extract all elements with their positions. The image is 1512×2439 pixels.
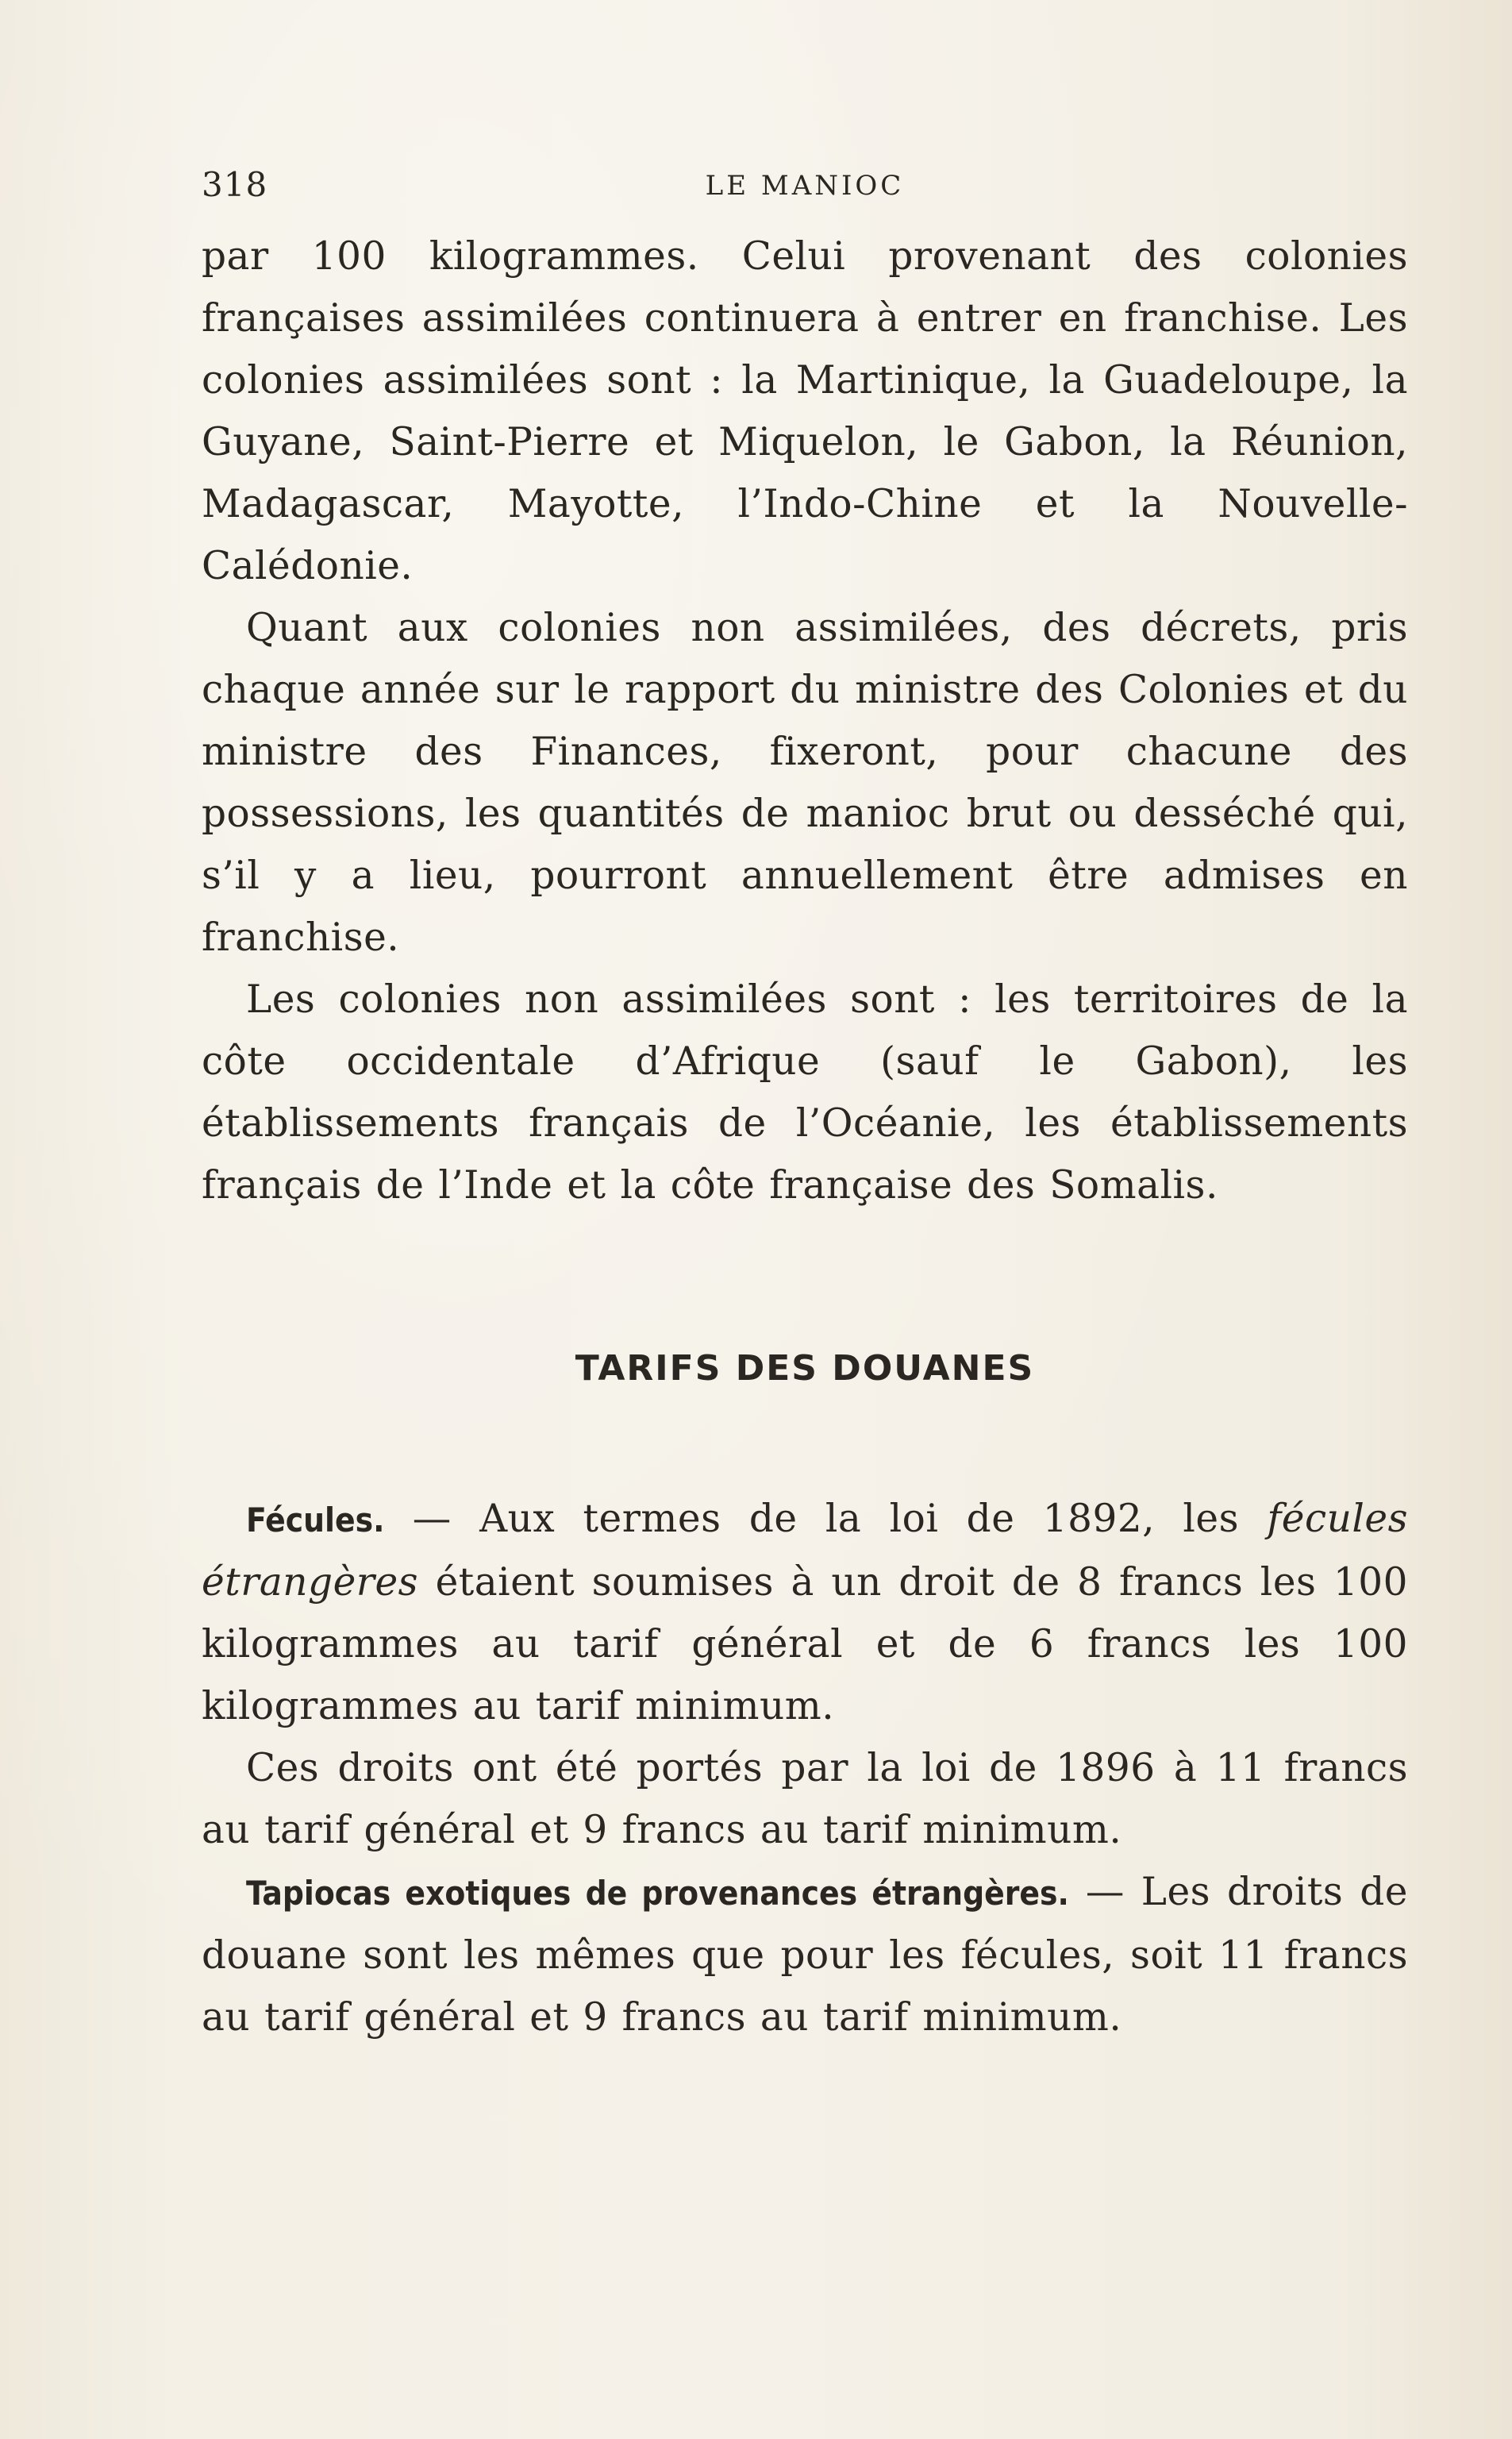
- body-text-top: [202, 225, 1408, 1216]
- fecules-text-a: — Aux termes de la loi de 1892, les: [384, 1497, 1268, 1541]
- page-number: 318: [202, 165, 268, 204]
- paragraph-fecules: [202, 1488, 1408, 1737]
- fecules-text-b: étaient soumises à un droit de 8 francs les 100 kilogrammes au tarif général et de 6 francs les 100 kilogrammes au tarif minimum.: [202, 1560, 1408, 1728]
- paragraph-continued: par 100 kilogrammes. Celui provenant des colonies françaises assimilées continuera à entrer en franchise. Les colonies assimilées sont : la Martinique, la Guadeloupe, la Guyane, Saint-Pierre et Miquelon, le Gabon, la Réunion, Madagascar, Mayotte, l’Indo-Chine et la Nouvelle-Calédonie.: [202, 234, 1408, 588]
- runin-tapiocas: Tapiocas exotiques de provenances étrangères.: [246, 1874, 1069, 1913]
- page-header: [202, 165, 1408, 205]
- paragraph-non-assimilated-decrees: Quant aux colonies non assimilées, des décrets, pris chaque année sur le rapport du ministre des Colonies et du ministre des Finances, fixeront, pour chacune des possessions, les quantités de manioc brut ou desséché qui, s’il y a lieu, pourront annuellement être admises en franchise.: [202, 606, 1408, 960]
- body-text-bottom: [202, 1488, 1408, 2048]
- paragraph-droits-1896: Ces droits ont été portés par la loi de 1896 à 11 francs au tarif général et 9 francs au tarif minimum.: [202, 1746, 1408, 1852]
- running-title: LE MANIOC: [705, 170, 905, 202]
- section-heading: TARIFS DES DOUANES: [575, 1348, 1035, 1389]
- fecules-italic: fécules étrangères: [202, 1497, 1408, 1605]
- paragraph-non-assimilated-list: Les colonies non assimilées sont : les territoires de la côte occidentale d’Afrique (sauf le Gabon), les établissements français de l’Océanie, les établissements français de l’Inde et la côte française des Somalis.: [202, 977, 1408, 1208]
- tapiocas-text: — Les droits de douane sont les mêmes que pour les fécules, soit 11 francs au tarif général et 9 francs au tarif minimum.: [202, 1870, 1408, 2040]
- runin-fecules: Fécules.: [246, 1501, 385, 1539]
- paragraph-tapiocas: [202, 1861, 1408, 2048]
